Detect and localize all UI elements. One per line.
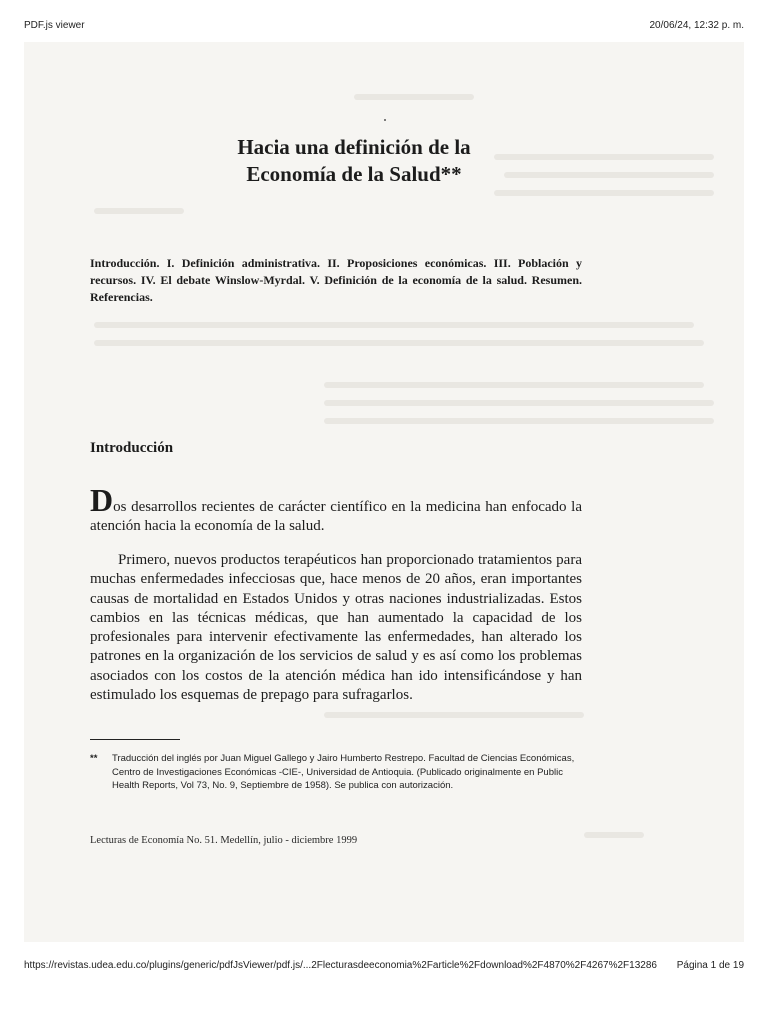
bleed-through xyxy=(584,832,644,838)
bleed-through xyxy=(324,418,714,424)
footnote-text: Traducción del inglés por Juan Miguel Gallego y Jairo Humberto Restrepo. Facultad de Ciencias Económicas, Centro de Investigaciones Económicas -CIE-, Universidad de Antioquia. (Publicado originalmente en Public Health Reports, Vol 73, No. 9, Septiembre de 1958). Se publica con autorización. xyxy=(112,753,575,791)
bleed-through xyxy=(324,712,584,718)
paragraph-2: Primero, nuevos productos terapéuticos han proporcionado tratamientos para muchas enfermedades infecciosas que, hace menos de 20 años, eran importantes causas de mortalidad en Estados Unidos y otras naciones industrializadas. Estos cambios en las técnicas médicas, que han aumentado la capacidad de los profesionales para intervenir efectivamente las enfermedades, han alterado los patrones en la organización de los servicios de salud y es así como los problemas asociados con los costos de la atención médica han ido intensificándose y han estimulado los esquemas de prepago para sufragarlos. xyxy=(90,552,582,704)
page-url: https://revistas.udea.edu.co/plugins/generic/pdfJsViewer/pdf.js/...2Flecturasdeeconomia%2Farticle%2Fdownload%2F4870%2F4267%2F13286 xyxy=(24,960,657,971)
print-header xyxy=(24,20,744,31)
bleed-through xyxy=(94,340,704,346)
print-footer xyxy=(24,960,744,971)
footnote xyxy=(90,752,582,793)
footnote-mark: ** xyxy=(90,753,98,764)
footnote-divider xyxy=(90,739,180,740)
section-heading: Introducción xyxy=(90,440,174,456)
title-line-1: Hacia una definición de la xyxy=(237,135,471,159)
bleed-through xyxy=(94,322,694,328)
drop-cap: D xyxy=(90,482,114,518)
table-of-contents: Introducción. I. Definición administrativa. II. Proposiciones económicas. III. Población y recursos. IV. El debate Winslow-Myrdal. V. Definición de la economía de la salud. Resumen. Referencias. xyxy=(90,256,582,304)
paragraph-1 xyxy=(90,482,582,537)
title-line-2: Economía de la Salud** xyxy=(246,162,462,186)
speck xyxy=(384,119,386,121)
print-datetime: 20/06/24, 12:32 p. m. xyxy=(649,20,744,31)
bleed-through xyxy=(324,382,704,388)
bleed-through xyxy=(354,94,474,100)
bleed-through xyxy=(94,208,184,214)
bleed-through xyxy=(324,400,714,406)
bleed-through xyxy=(494,190,714,196)
page-indicator: Página 1 de 19 xyxy=(676,960,744,971)
bleed-through xyxy=(504,172,714,178)
journal-citation: Lecturas de Economía No. 51. Medellín, julio - diciembre 1999 xyxy=(90,835,358,846)
document-title xyxy=(174,134,534,188)
scanned-page xyxy=(24,42,744,942)
paragraph-1-text: os desarrollos recientes de carácter científico en la medicina han enfocado la atención hacia la economía de la salud. xyxy=(90,499,582,535)
app-title: PDF.js viewer xyxy=(24,20,85,31)
